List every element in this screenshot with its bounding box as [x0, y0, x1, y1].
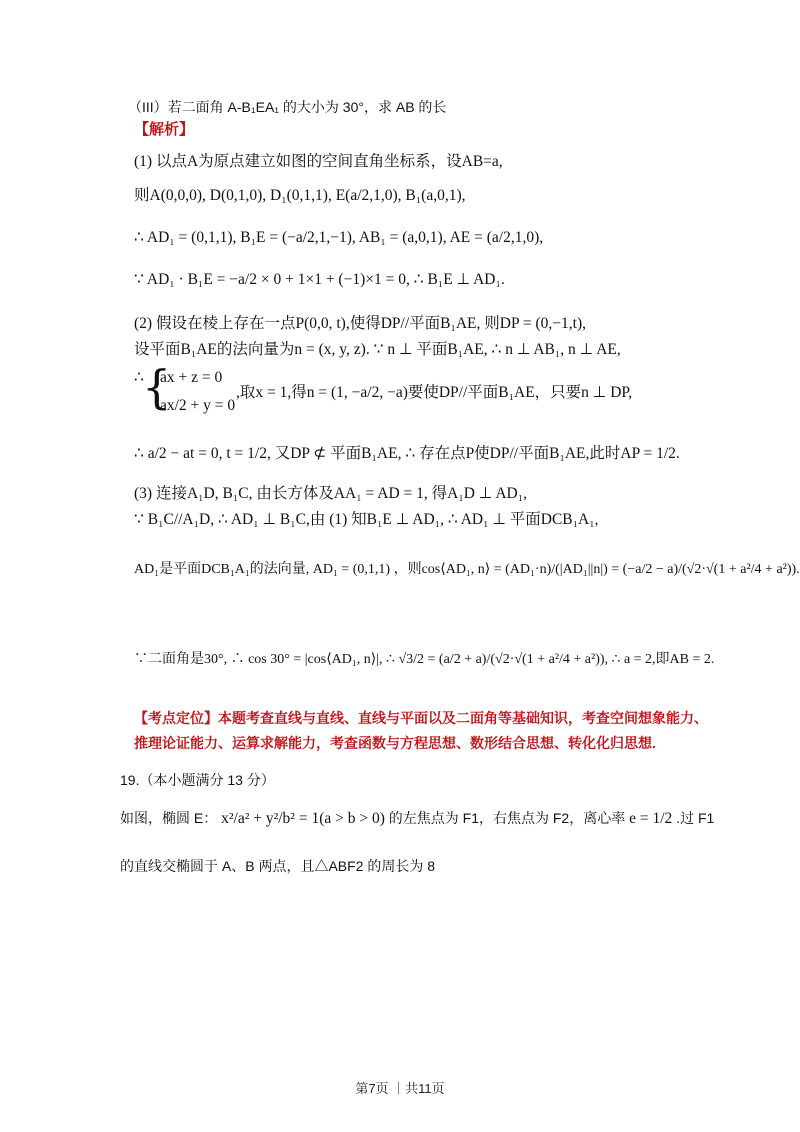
- question-19-line-1: [120, 808, 714, 829]
- ellipse-equation: x²/a² + y²/b² = 1(a > b > 0): [221, 810, 385, 827]
- q19-text-a: 如图，椭圆 E：: [120, 810, 218, 826]
- system-brace: {: [142, 360, 172, 414]
- solution-line-12: ∵二面角是30°, ∴ cos 30° = |cos⟨AD₁, n⟩|, ∴ √3/2 = (a/2 + a)/(√2·√(1 + a²/4 + a²)), ∴ a = 2,即AB = 2.: [134, 652, 715, 667]
- solution-line-4: ∵ AD₁ · B₁E = −a/2 × 0 + 1×1 + (−1)×1 = 0, ∴ B₁E ⊥ AD₁.: [134, 271, 505, 288]
- system-eq-2: ax/2 + y = 0: [160, 397, 236, 414]
- solution-line-7: ,取x = 1,得n = (1, −a/2, −a)要使DP//平面B₁AE，只要n ⊥ DP,: [236, 384, 633, 401]
- solution-line-9: (3) 连接A₁D, B₁C, 由长方体及AA₁ = AD = 1, 得A₁D ⊥ AD₁,: [134, 485, 527, 502]
- solution-line-6: 设平面B₁AE的法向量为n = (x, y, z). ∵ n ⊥ 平面B₁AE, ∴ n ⊥ AB₁, n ⊥ AE,: [134, 341, 621, 358]
- key-point-line-1: 【考点定位】本题考查直线与直线、直线与平面以及二面角等基础知识，考查空间想象能力、: [134, 710, 708, 726]
- key-point-line-2: 推理论证能力、运算求解能力，考查函数与方程思想、数形结合思想、转化化归思想.: [134, 735, 656, 751]
- question-19-line-2: 的直线交椭圆于 A、B 两点，且△ABF2 的周长为 8: [120, 858, 436, 874]
- solution-tag: 【解析】: [134, 121, 195, 138]
- solution-line-11: AD₁是平面DCB₁A₁的法向量, AD₁ = (0,1,1) ，则cos⟨AD₁, n⟩ = (AD₁·n)/(|AD₁||n|) = (−a/2 − a)/(√2·√(1 + a²/4 + a²)).: [134, 562, 800, 577]
- system-eq-1: ax + z = 0: [160, 369, 223, 386]
- solution-line-10: ∵ B₁C//A₁D, ∴ AD₁ ⊥ B₁C,由 (1) 知B₁E ⊥ AD₁, ∴ AD₁ ⊥ 平面DCB₁A₁,: [134, 511, 599, 528]
- solution-line-3: ∴ AD₁ = (0,1,1), B₁E = (−a/2,1,−1), AB₁ = (a,0,1), AE = (a/2,1,0),: [134, 229, 544, 246]
- solution-line-5: (2) 假设在棱上存在一点P(0,0, t),使得DP//平面B₁AE, 则DP = (0,−1,t),: [134, 315, 587, 332]
- solution-line-2: 则A(0,0,0), D(0,1,0), D₁(0,1,1), E(a/2,1,0), B₁(a,0,1),: [134, 187, 466, 204]
- page-footer: 第7页 ｜共11页: [355, 1081, 445, 1096]
- q19-text-c: .过 F1: [676, 810, 715, 826]
- solution-line-8: ∴ a/2 − at = 0, t = 1/2, 又DP ⊄ 平面B₁AE, ∴ 存在点P使DP//平面B₁AE,此时AP = 1/2.: [134, 445, 680, 462]
- eccentricity: e = 1/2: [629, 810, 673, 827]
- solution-line-1: (1) 以点A为原点建立如图的空间直角坐标系，设AB=a,: [134, 153, 503, 170]
- q19-text-b: 的左焦点为 F1，右焦点为 F2，离心率: [388, 810, 626, 826]
- question-part3: （III）若二面角 A-B₁EA₁ 的大小为 30°，求 AB 的长: [128, 99, 447, 115]
- therefore-symbol: ∴: [134, 369, 144, 386]
- question-19-header: 19.（本小题满分 13 分）: [120, 772, 275, 788]
